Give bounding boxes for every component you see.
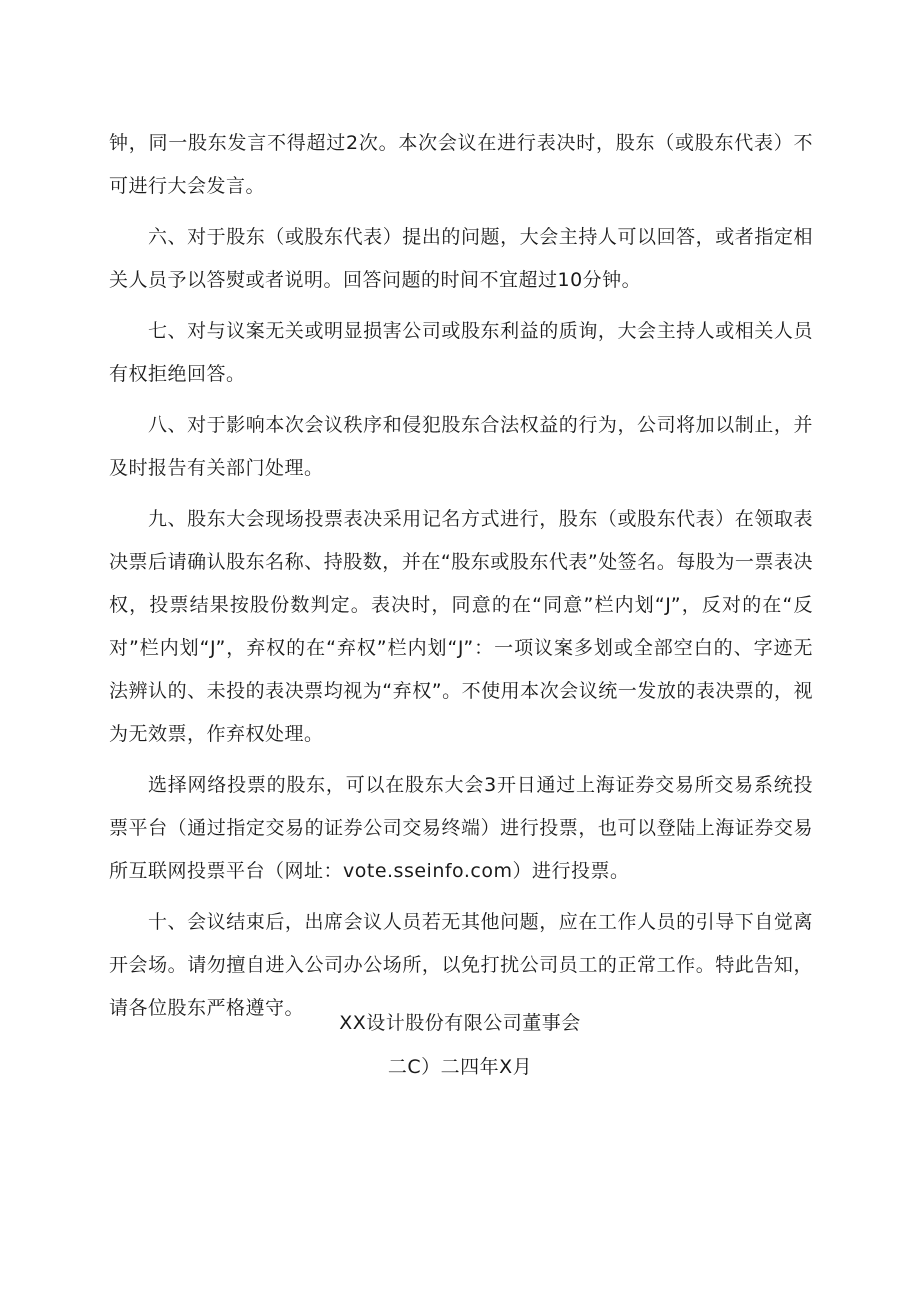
paragraph-item-8: 八、对于影响本次会议秩序和侵犯股东合法权益的行为，公司将加以制止，并及时报告有关部门处理。	[109, 414, 813, 479]
paragraph-item-9: 九、股东大会现场投票表决采用记名方式进行，股东（或股东代表）在领取表决票后请确认股东名称、持股数，并在“股东或股东代表”处签名。每股为一票表决权，投票结果按股份数判定。表决时，同意的在“同意”栏内划“J”，反对的在“反对”栏内划“J”，弃权的在“弃权”栏内划“J”：一项议案多划或全部空白的、字迹无法辨认的、未投的表决票均视为“弃权”。不使用本次会议统一发放的表决票的，视为无效票，作弃权处理。	[109, 508, 813, 745]
document-body	[109, 122, 813, 1030]
paragraph-item-6: 六、对于股东（或股东代表）提出的问题，大会主持人可以回答，或者指定相关人员予以答熨或者说明。回答问题的时间不宜超过10分钟。	[109, 226, 813, 291]
paragraph-continuation: 钟，同一股东发言不得超过2次。本次会议在进行表决时，股东（或股东代表）不可进行大会发言。	[109, 132, 813, 197]
paragraph-item-10: 十、会议结束后，出席会议人员若无其他问题，应在工作人员的引导下自觉离开会场。请勿擅自进入公司办公场所，以免打扰公司员工的正常工作。特此告知，请各位股东严格遵守。	[109, 911, 813, 1019]
signature-date: 二C）二四年X月	[387, 1056, 533, 1078]
paragraph-online-voting: 选择网络投票的股东，可以在股东大会3开日通过上海证券交易所交易系统投票平台（通过指定交易的证券公司交易终端）进行投票，也可以登陆上海证券交易所互联网投票平台（网址：vote.sseinfo.com）进行投票。	[109, 774, 813, 882]
signature-company: XX设计股份有限公司董事会	[339, 1012, 581, 1034]
paragraph-item-7: 七、对与议案无关或明显损害公司或股东利益的质询，大会主持人或相关人员有权拒绝回答。	[109, 320, 813, 385]
